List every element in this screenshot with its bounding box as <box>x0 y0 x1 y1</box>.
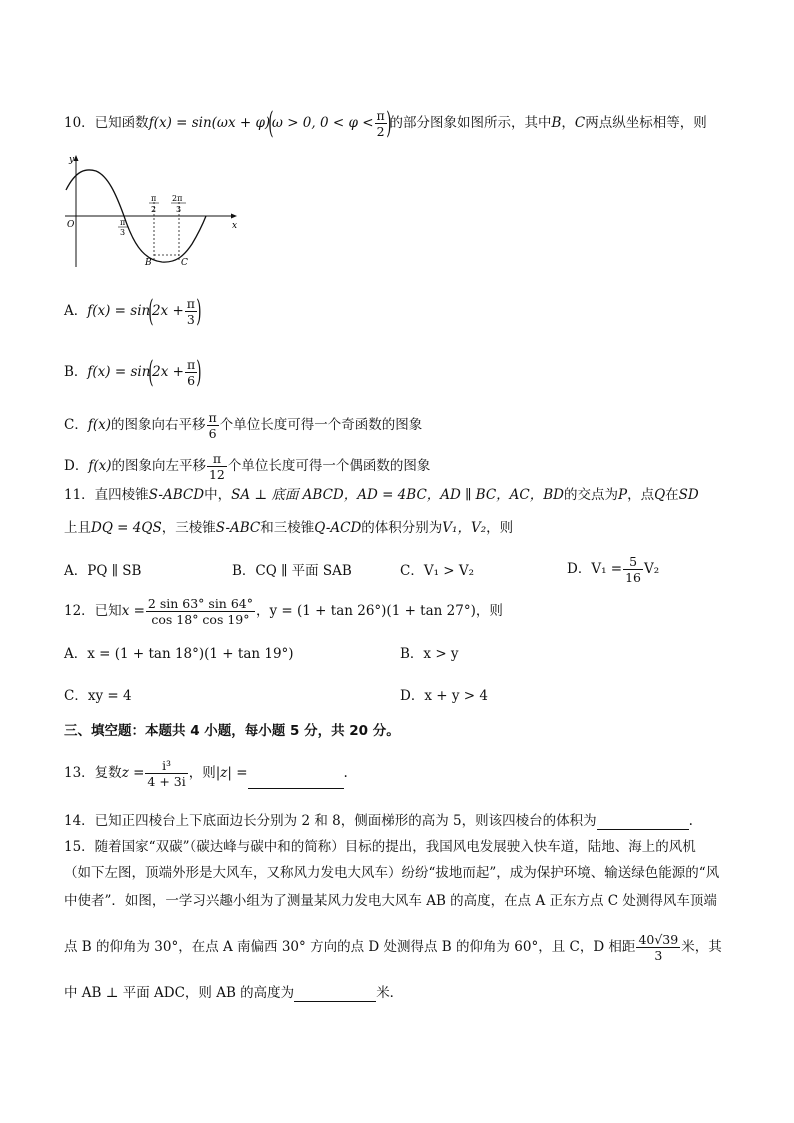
section-heading: 三、填空题：本题共 4 小题，每小题 5 分，共 20 分。 <box>64 723 400 739</box>
point-b-label: B <box>145 258 152 268</box>
q12-option-c: C．xy = 4 <box>64 688 132 704</box>
q10-option-a: A．f(x) = sin(2x + $\frac{\pi}{3}$ ) <box>64 293 202 329</box>
q11-option-a: A．PQ ∥ SB <box>64 563 142 579</box>
q12-option-d: D．x + y > 4 <box>400 688 488 704</box>
tick-pi-2-num: π <box>151 194 157 203</box>
q12-option-b: B．x > y <box>400 646 459 662</box>
q11-option-b: B．CQ ∥ 平面 SAB <box>232 563 352 579</box>
q15-line-4: 点 B 的仰角为 30°，在点 A 南偏西 30° 方向的点 D 处测得点 B 的仰角为 60°，且 C，D 相距 $\frac{40√39}{3}$ 米，其 <box>64 932 722 963</box>
q11-option-c: C．V₁ > V₂ <box>400 563 475 579</box>
x-axis-arrow <box>231 214 237 219</box>
q11-stem-line-1: 11．直四棱锥S-ABCD中，SA ⊥ 底面 ABCD，AD = 4BC，AD ∥ BC，AC，BD的交点为P，点Q在SD <box>64 487 699 503</box>
paren-left: ( <box>268 105 274 141</box>
q10-function: f(x) = sin(ωx + φ) <box>148 115 271 131</box>
q15-line-3: 中使者”．如图，一学习兴趣小组为了测量某风力发电大风车 AB 的高度，在点 A 正东方点 C 处测得风车顶端 <box>64 893 717 909</box>
point-c-label: C <box>181 258 188 268</box>
tick-pi-3-num: π <box>120 218 126 227</box>
q10-pi-over-2: $\frac{\pi}{2}$ <box>376 108 385 139</box>
q14-stem: 14．已知正四棱台上下底面边长分别为 2 和 8，侧面梯形的高为 5，则该四棱台的体积为 . <box>64 813 693 829</box>
q12-option-a: A．x = (1 + tan 18°)(1 + tan 19°) <box>64 646 294 662</box>
q12-stem: 12．已知x = $\frac{2 \sin 63^\circ \sin 64^\circ}{\cos 18^\circ \cos 19^\circ}$ ，y = (1 + tan 26°)(1 + tan 27°)，则 <box>64 596 503 627</box>
tick-pi-3-den: 3 <box>120 228 126 237</box>
q11-stem-line-2: 上且DQ = 4QS，三棱锥S-ABC和三棱锥Q-ACD的体积分别为V₁，V₂，则 <box>64 520 514 536</box>
q10-stem: 10．已知函数f(x) = sin(ωx + φ)(ω > 0, 0 < φ < $\frac{\pi}{2}$ )的部分图象如图所示，其中B，C两点纵坐标相等，则 <box>64 105 707 141</box>
graph-label-x: x <box>232 221 238 231</box>
q11-option-d: D．V₁ = $\frac{5}{16}$ V₂ <box>567 554 660 585</box>
q10-condition: ω > 0, 0 < φ < <box>271 115 374 131</box>
q15-line-5: 中 AB ⊥ 平面 ADC，则 AB 的高度为 米． <box>64 985 404 1001</box>
q10-option-c: C．f(x)的图象向右平移 $\frac{\pi}{6}$ 个单位长度可得一个奇函数的图象 <box>64 410 423 441</box>
q15-line-1: 15．随着国家“双碳”（碳达峰与碳中和的简称）目标的提出，我国风电发展驶入快车道，陆地、海上的风机 <box>64 839 696 855</box>
tick-2pi-3-den: 3 <box>176 205 182 214</box>
graph-label-origin: O <box>67 220 75 230</box>
q15-line-2: （如下左图，顶端外形是大风车，又称风力发电大风车）纷纷“拔地而起”，成为保护环境、输送绿色能源的“风 <box>64 865 720 881</box>
q10-option-b: B．f(x) = sin(2x + $\frac{\pi}{6}$ ) <box>64 354 202 390</box>
q10-graph <box>62 152 242 272</box>
paren-right: ) <box>385 105 392 141</box>
tick-pi-2-den: 2 <box>151 205 157 214</box>
q10-number: 10．已知函数 <box>64 115 149 131</box>
tick-2pi-3-num: 2π <box>172 194 183 203</box>
q15-answer-blank <box>294 987 376 1002</box>
q13-answer-blank <box>248 774 344 789</box>
y-axis-arrow <box>74 155 79 161</box>
graph-label-y: y <box>69 155 75 165</box>
q13-stem: 13．复数z = $\frac{\text{i³}}{4 + 3i}$ ，则|z| = . <box>64 758 348 789</box>
q10-option-d: D．f(x)的图象向左平移 $\frac{\pi}{12}$ 个单位长度可得一个偶函数的图象 <box>64 451 431 482</box>
q14-answer-blank <box>597 815 689 830</box>
